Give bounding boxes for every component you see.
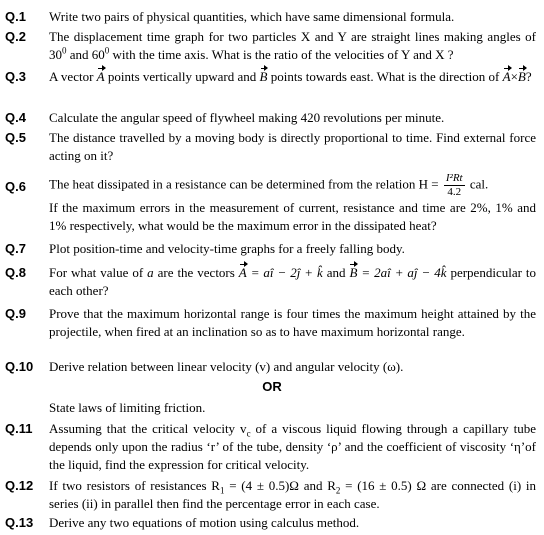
text-part: = (4 ± 0.5)Ω and R [224, 478, 336, 493]
subscript: 1 [219, 485, 225, 496]
text-part: For what value of [49, 265, 148, 280]
question-number: Q.1 [5, 9, 26, 24]
subscript: c [246, 428, 251, 439]
text-part: points vertically upward and [104, 69, 260, 84]
text-part: cal. [466, 176, 489, 192]
question-text [49, 420, 536, 474]
vector-a: A [502, 69, 511, 84]
question-text: Derive any two equations of motion using calculus method. [49, 515, 360, 530]
question-text: State laws of limiting friction. [49, 400, 206, 415]
question-text: Prove that the maximum horizontal range is four times the maximum height attained by the projectile, when fired at an inclination so as to have maximum horizontal range. [49, 306, 536, 339]
text-part: ? [525, 69, 532, 84]
question-number: Q.11 [5, 421, 33, 436]
or-label: OR [262, 379, 282, 394]
question-number: Q.8 [5, 265, 26, 280]
degree-sup: 0 [62, 45, 67, 56]
variable-a: a [147, 265, 154, 280]
question-text: Write two pairs of physical quantities, which have same dimensional formula. [49, 9, 455, 24]
question-number: Q.6 [5, 179, 26, 194]
question-text: Plot position-time and velocity-time graphs for a freely falling body. [49, 241, 405, 256]
fraction-denominator: 4.2 [447, 186, 462, 198]
text-part: points towards east. What is the direction of [267, 69, 503, 84]
formula-line [49, 172, 536, 199]
question-text [49, 172, 536, 235]
question-text [49, 264, 536, 300]
vector-a: A [238, 265, 247, 280]
question-text: Derive relation between linear velocity (v) and angular velocity (ω). [49, 359, 404, 374]
expression-b: = 2aî + aĵ − 4k̂ [357, 265, 447, 280]
question-number: Q.2 [5, 29, 26, 44]
text-part: The displacement time graph for two particles X and Y are straight lines making angles of 30 [49, 29, 536, 62]
question-number: Q.9 [5, 306, 26, 321]
text-part: are the vectors [153, 265, 239, 280]
fraction-numerator: I²Rt [445, 172, 463, 184]
question-text: The distance travelled by a moving body is directly proportional to time. Find external force acting on it? [49, 130, 536, 163]
vector-b: B [259, 69, 268, 84]
question-text [49, 28, 536, 64]
text-part: The heat dissipated in a resistance can be determined from the relation H = [49, 176, 442, 192]
vector-b: B [517, 69, 526, 84]
expression-a: = aî − 2ĵ + k̂ [246, 265, 323, 280]
subscript: 2 [335, 485, 341, 496]
question-number: Q.4 [5, 110, 26, 125]
text-part: of a viscous liquid flowing through a capillary tube depends only upon the radius ‘r’ of the tube, density ‘ρ’ and the coefficient of viscosity ‘η’of the liquid, find the expression for critical velocity. [49, 421, 536, 472]
question-number: Q.5 [5, 130, 26, 145]
question-number: Q.13 [5, 515, 34, 530]
text-part: If two resistors of resistances R [49, 478, 220, 493]
question-text [49, 68, 536, 86]
question-text: Calculate the angular speed of flywheel making 420 revolutions per minute. [49, 110, 445, 125]
text-part: and 60 [66, 47, 105, 62]
vector-b: B [349, 265, 358, 280]
question-text [49, 477, 536, 513]
question-number: Q.3 [5, 69, 26, 84]
text-part: and [322, 265, 350, 280]
text-part: Assuming that the critical velocity v [49, 421, 247, 436]
text-part: perpendicular to each other? [49, 265, 536, 298]
text-part: A vector [49, 69, 97, 84]
vector-a: A [96, 69, 105, 84]
text-part: with the time axis. What is the ratio of the velocities of Y and X ? [109, 47, 454, 62]
question-number: Q.10 [5, 359, 34, 374]
degree-sup: 0 [104, 45, 110, 56]
text-part: If the maximum errors in the measurement of current, resistance and time are 2%, 1% and 1% respectively, what would be the maximum error in the dissipated heat? [49, 200, 536, 233]
question-number: Q.7 [5, 241, 26, 256]
question-number: Q.12 [5, 478, 34, 493]
cross-symbol: × [510, 69, 518, 84]
heat-fraction [444, 172, 465, 199]
text-part: = (16 ± 0.5) Ω are connected (i) in series (ii) in parallel then find the percentage error in each case. [49, 478, 536, 511]
